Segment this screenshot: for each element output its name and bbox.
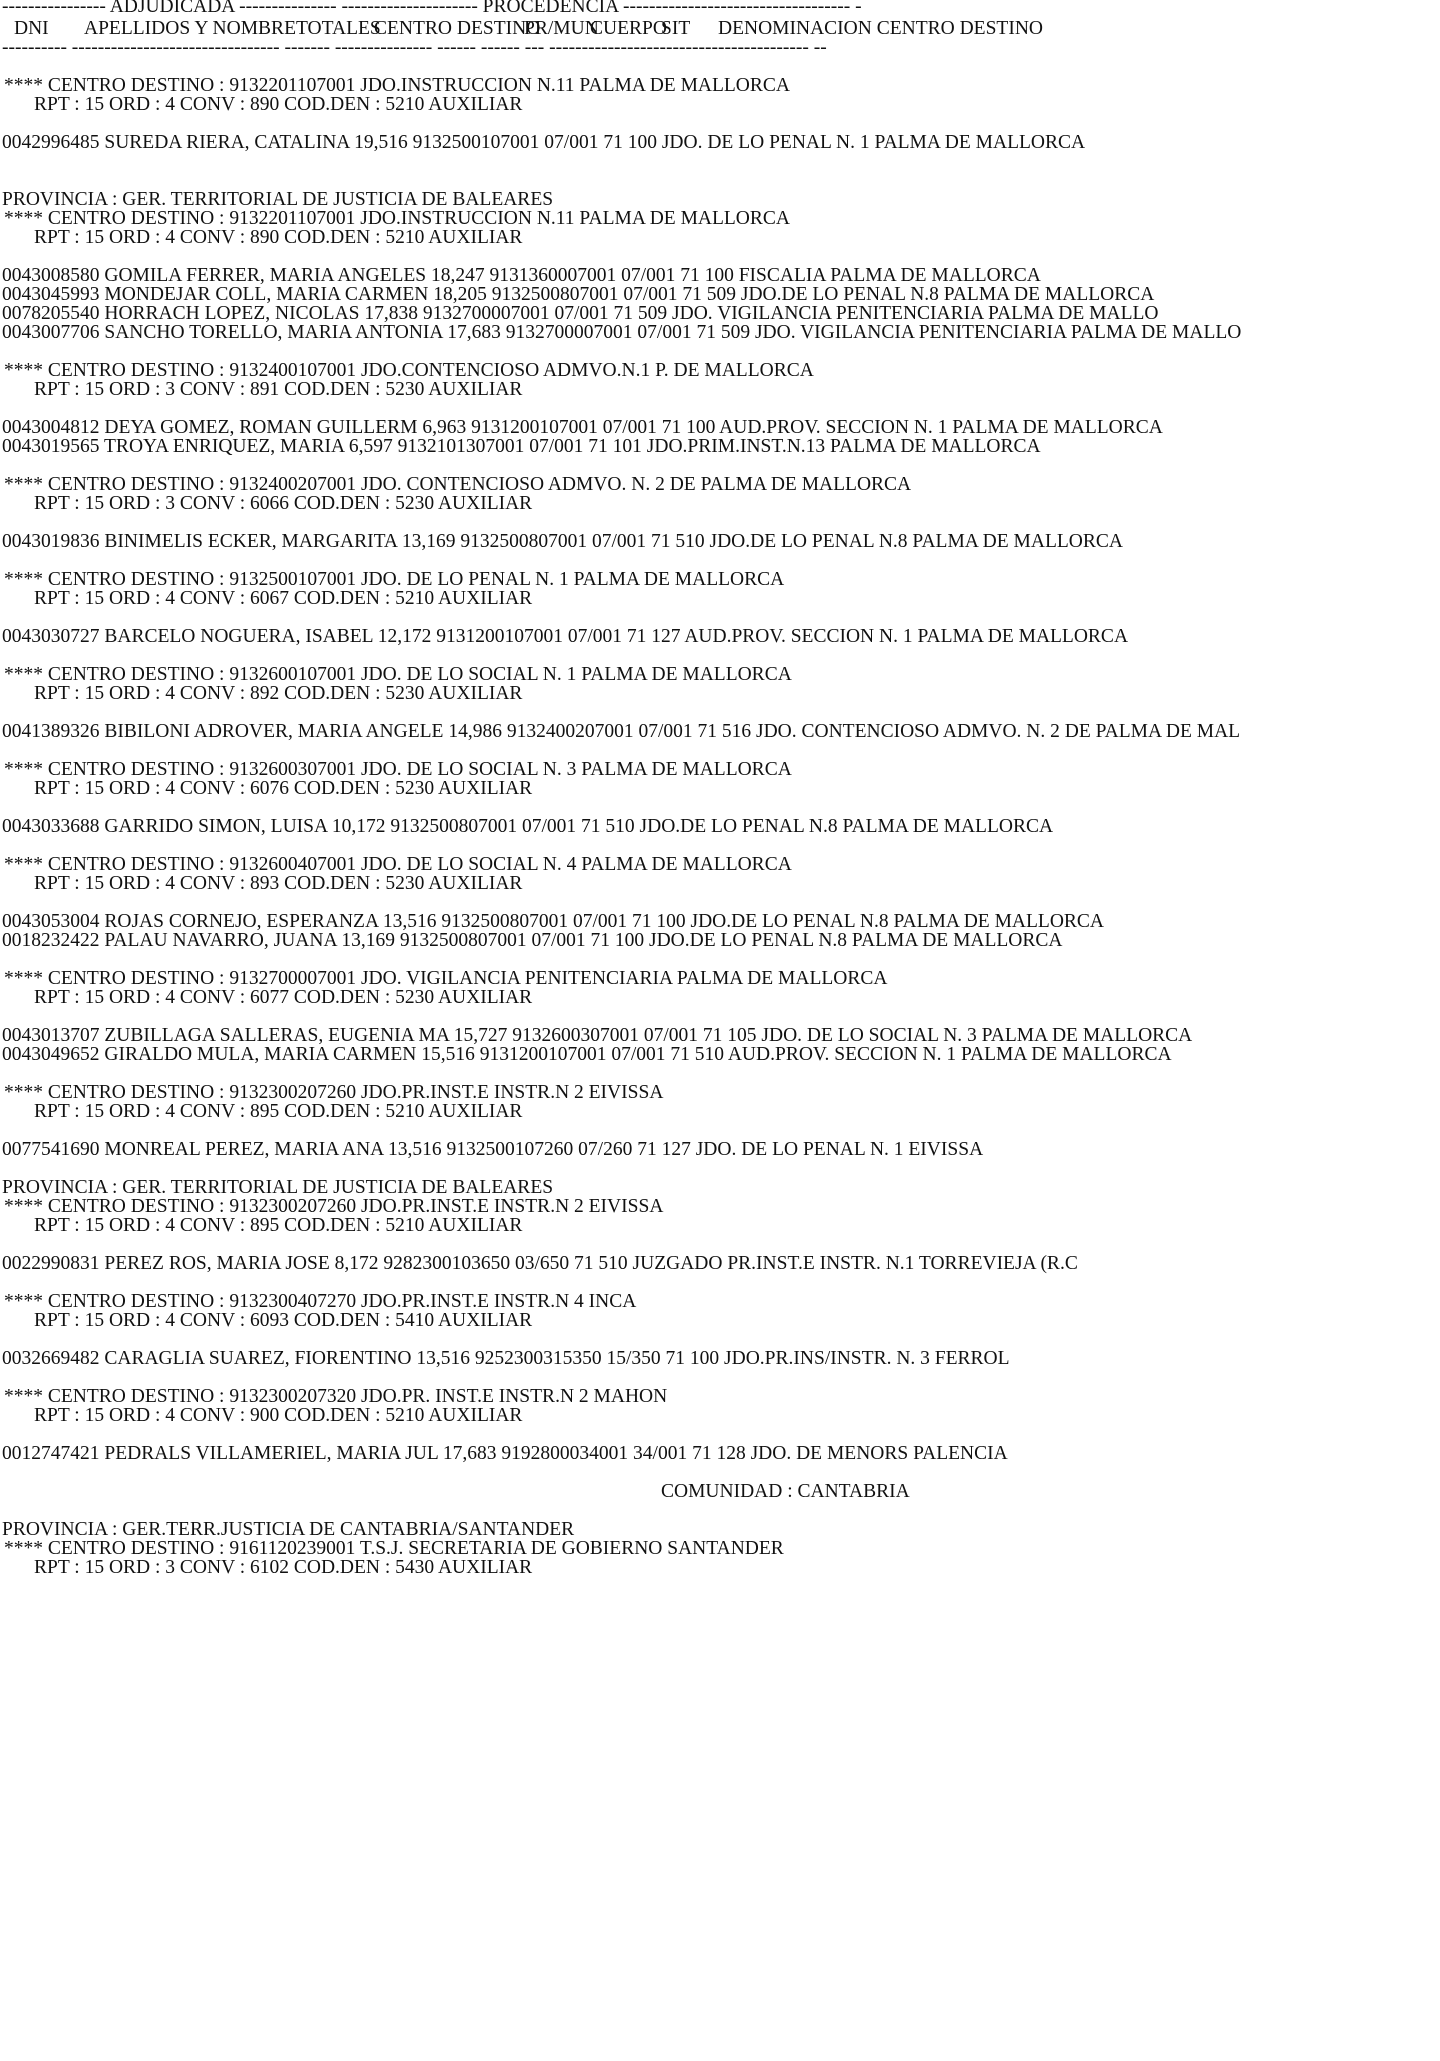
column-header-denominacion: DENOMINACION CENTRO DESTINO — [718, 18, 1043, 39]
record-line: 0043049652 GIRALDO MULA, MARIA CARMEN 15,516 9131200107001 07/001 71 510 AUD.PROV. SECCION N. 1 PALMA DE MALLORCA — [2, 1044, 1172, 1065]
rpt-line: RPT : 15 ORD : 4 CONV : 893 COD.DEN : 5230 AUXILIAR — [34, 873, 523, 894]
column-header-cuerpo: CUERPO — [590, 18, 667, 39]
record-line: 0018232422 PALAU NAVARRO, JUANA 13,169 9132500807001 07/001 71 100 JDO.DE LO PENAL N.8 PALMA DE MALLORCA — [2, 930, 1063, 951]
rpt-line: RPT : 15 ORD : 4 CONV : 6077 COD.DEN : 5230 AUXILIAR — [34, 987, 533, 1008]
column-header-centro-destino: CENTRO DESTINO — [374, 18, 541, 39]
centro-destino-line: **** CENTRO DESTINO : 9132600307001 JDO. DE LO SOCIAL N. 3 PALMA DE MALLORCA — [4, 759, 792, 780]
record-line: 0078205540 HORRACH LOPEZ, NICOLAS 17,838 9132700007001 07/001 71 509 JDO. VIGILANCIA PENITENCIARIA PALMA DE MALLO — [2, 303, 1159, 324]
record-line: 0043033688 GARRIDO SIMON, LUISA 10,172 9132500807001 07/001 71 510 JDO.DE LO PENAL N.8 PALMA DE MALLORCA — [2, 816, 1054, 837]
column-header-apellidos: APELLIDOS Y NOMBRE — [84, 18, 296, 39]
record-line: 0043030727 BARCELO NOGUERA, ISABEL 12,172 9131200107001 07/001 71 127 AUD.PROV. SECCION N. 1 PALMA DE MALLORCA — [2, 626, 1129, 647]
rpt-line: RPT : 15 ORD : 4 CONV : 900 COD.DEN : 5210 AUXILIAR — [34, 1405, 523, 1426]
rpt-line: RPT : 15 ORD : 4 CONV : 890 COD.DEN : 5210 AUXILIAR — [34, 94, 523, 115]
record-line: 0043045993 MONDEJAR COLL, MARIA CARMEN 18,205 9132500807001 07/001 71 509 JDO.DE LO PENAL N.8 PALMA DE MALLORCA — [2, 284, 1155, 305]
record-line: 0043008580 GOMILA FERRER, MARIA ANGELES 18,247 9131360007001 07/001 71 100 FISCALIA PALMA DE MALLORCA — [2, 265, 1041, 286]
record-line: 0041389326 BIBILONI ADROVER, MARIA ANGELE 14,986 9132400207001 07/001 71 516 JDO. CONTENCIOSO ADMVO. N. 2 DE PALMA DE MAL — [2, 721, 1241, 742]
rpt-line: RPT : 15 ORD : 4 CONV : 6067 COD.DEN : 5210 AUXILIAR — [34, 588, 533, 609]
centro-destino-line: **** CENTRO DESTINO : 9132201107001 JDO.INSTRUCCION N.11 PALMA DE MALLORCA — [4, 208, 790, 229]
column-header-sit: SIT — [661, 18, 691, 39]
comunidad-line: COMUNIDAD : CANTABRIA — [661, 1481, 910, 1502]
rpt-line: RPT : 15 ORD : 3 CONV : 6102 COD.DEN : 5430 AUXILIAR — [34, 1557, 533, 1578]
rpt-line: RPT : 15 ORD : 4 CONV : 6076 COD.DEN : 5230 AUXILIAR — [34, 778, 533, 799]
centro-destino-line: **** CENTRO DESTINO : 9132300207260 JDO.PR.INST.E INSTR.N 2 EIVISSA — [4, 1082, 664, 1103]
centro-destino-line: **** CENTRO DESTINO : 9132600407001 JDO. DE LO SOCIAL N. 4 PALMA DE MALLORCA — [4, 854, 792, 875]
record-line: 0032669482 CARAGLIA SUAREZ, FIORENTINO 13,516 9252300315350 15/350 71 100 JDO.PR.INS/INSTR. N. 3 FERROL — [2, 1348, 1010, 1369]
record-line: 0043053004 ROJAS CORNEJO, ESPERANZA 13,516 9132500807001 07/001 71 100 JDO.DE LO PENAL N.8 PALMA DE MALLORCA — [2, 911, 1104, 932]
rpt-line: RPT : 15 ORD : 4 CONV : 6093 COD.DEN : 5410 AUXILIAR — [34, 1310, 533, 1331]
centro-destino-line: **** CENTRO DESTINO : 9132201107001 JDO.INSTRUCCION N.11 PALMA DE MALLORCA — [4, 75, 790, 96]
record-line: 0043004812 DEYA GOMEZ, ROMAN GUILLERM 6,963 9131200107001 07/001 71 100 AUD.PROV. SECCION N. 1 PALMA DE MALLORCA — [2, 417, 1163, 438]
column-header-totales: TOTALES — [296, 18, 381, 39]
centro-destino-line: **** CENTRO DESTINO : 9132400107001 JDO.CONTENCIOSO ADMVO.N.1 P. DE MALLORCA — [4, 360, 814, 381]
record-line: 0043019836 BINIMELIS ECKER, MARGARITA 13,169 9132500807001 07/001 71 510 JDO.DE LO PENAL N.8 PALMA DE MALLORCA — [2, 531, 1123, 552]
centro-destino-line: **** CENTRO DESTINO : 9132700007001 JDO. VIGILANCIA PENITENCIARIA PALMA DE MALLORCA — [4, 968, 888, 989]
provincia-line: PROVINCIA : GER. TERRITORIAL DE JUSTICIA DE BALEARES — [2, 1177, 554, 1198]
centro-destino-line: **** CENTRO DESTINO : 9161120239001 T.S.J. SECRETARIA DE GOBIERNO SANTANDER — [4, 1538, 784, 1559]
rpt-line: RPT : 15 ORD : 4 CONV : 895 COD.DEN : 5210 AUXILIAR — [34, 1101, 523, 1122]
rpt-line: RPT : 15 ORD : 4 CONV : 890 COD.DEN : 5210 AUXILIAR — [34, 227, 523, 248]
header-rule-top: ---------------- ADJUDICADA --------------- --------------------- PROCEDENCIA ----------------------------------- - — [2, 0, 862, 17]
centro-destino-line: **** CENTRO DESTINO : 9132500107001 JDO. DE LO PENAL N. 1 PALMA DE MALLORCA — [4, 569, 785, 590]
record-line: 0043013707 ZUBILLAGA SALLERAS, EUGENIA MA 15,727 9132600307001 07/001 71 105 JDO. DE LO SOCIAL N. 3 PALMA DE MALLORCA — [2, 1025, 1193, 1046]
record-line: 0043019565 TROYA ENRIQUEZ, MARIA 6,597 9132101307001 07/001 71 101 JDO.PRIM.INST.N.13 PALMA DE MALLORCA — [2, 436, 1041, 457]
rpt-line: RPT : 15 ORD : 4 CONV : 895 COD.DEN : 5210 AUXILIAR — [34, 1215, 523, 1236]
provincia-line: PROVINCIA : GER. TERRITORIAL DE JUSTICIA DE BALEARES — [2, 189, 554, 210]
centro-destino-line: **** CENTRO DESTINO : 9132400207001 JDO. CONTENCIOSO ADMVO. N. 2 DE PALMA DE MALLORCA — [4, 474, 912, 495]
column-header-dni: DNI — [14, 18, 49, 39]
centro-destino-line: **** CENTRO DESTINO : 9132300207260 JDO.PR.INST.E INSTR.N 2 EIVISSA — [4, 1196, 664, 1217]
record-line: 0042996485 SUREDA RIERA, CATALINA 19,516 9132500107001 07/001 71 100 JDO. DE LO PENAL N. 1 PALMA DE MALLORCA — [2, 132, 1086, 153]
centro-destino-line: **** CENTRO DESTINO : 9132300207320 JDO.PR. INST.E INSTR.N 2 MAHON — [4, 1386, 668, 1407]
centro-destino-line: **** CENTRO DESTINO : 9132300407270 JDO.PR.INST.E INSTR.N 4 INCA — [4, 1291, 637, 1312]
provincia-line: PROVINCIA : GER.TERR.JUSTICIA DE CANTABRIA/SANTANDER — [2, 1519, 575, 1540]
centro-destino-line: **** CENTRO DESTINO : 9132600107001 JDO. DE LO SOCIAL N. 1 PALMA DE MALLORCA — [4, 664, 792, 685]
record-line: 0022990831 PEREZ ROS, MARIA JOSE 8,172 9282300103650 03/650 71 510 JUZGADO PR.INST.E INSTR. N.1 TORREVIEJA (R.C — [2, 1253, 1078, 1274]
rpt-line: RPT : 15 ORD : 4 CONV : 892 COD.DEN : 5230 AUXILIAR — [34, 683, 523, 704]
rpt-line: RPT : 15 ORD : 3 CONV : 6066 COD.DEN : 5230 AUXILIAR — [34, 493, 533, 514]
record-line: 0077541690 MONREAL PEREZ, MARIA ANA 13,516 9132500107260 07/260 71 127 JDO. DE LO PENAL N. 1 EIVISSA — [2, 1139, 984, 1160]
record-line: 0043007706 SANCHO TORELLO, MARIA ANTONIA 17,683 9132700007001 07/001 71 509 JDO. VIGILANCIA PENITENCIARIA PALMA DE MALLO — [2, 322, 1242, 343]
rpt-line: RPT : 15 ORD : 3 CONV : 891 COD.DEN : 5230 AUXILIAR — [34, 379, 523, 400]
header-rule-bottom: ---------- -------------------------------- ------- --------------- ------ ------ --- ---------------------------------------- -- — [2, 37, 827, 58]
record-line: 0012747421 PEDRALS VILLAMERIEL, MARIA JUL 17,683 9192800034001 34/001 71 128 JDO. DE MENORS PALENCIA — [2, 1443, 1008, 1464]
column-header-prmun: PR/MUN — [524, 18, 599, 39]
